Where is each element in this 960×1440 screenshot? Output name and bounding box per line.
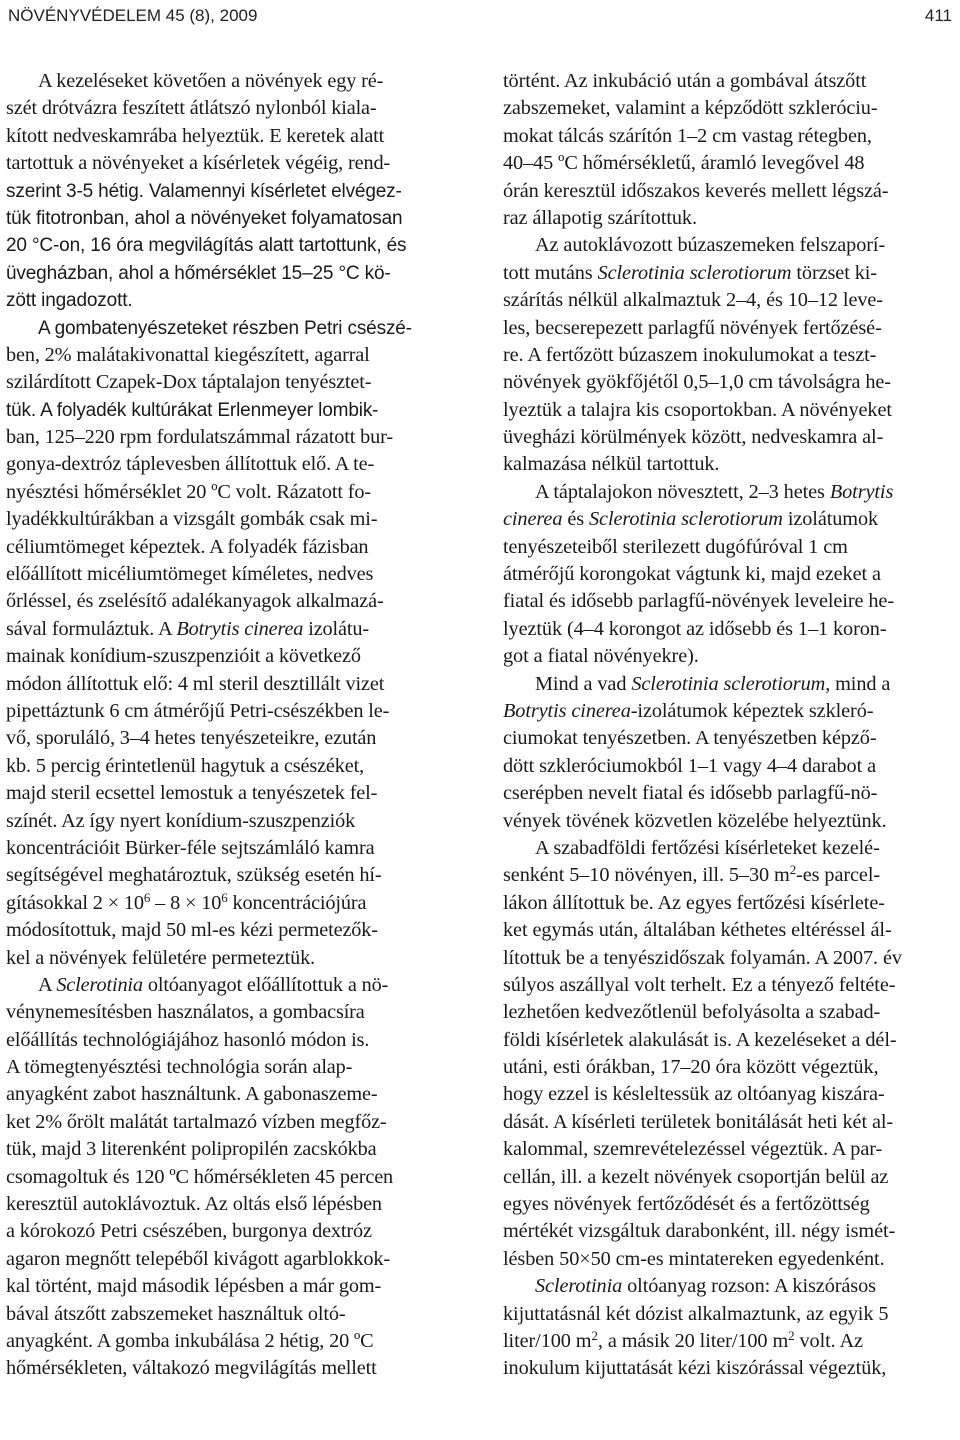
text-segment: egyes növények fertőződését és a fertőzöttség xyxy=(503,1193,870,1216)
right-column-line xyxy=(503,890,958,917)
right-column-line xyxy=(503,999,958,1026)
left-column-line xyxy=(6,780,461,807)
text-segment: , a másik 20 liter/100 m xyxy=(597,1329,789,1352)
right-column-line xyxy=(503,260,958,287)
right-column-line xyxy=(503,451,958,478)
superscript: 2 xyxy=(789,862,797,878)
text-segment: tük. A folyadék kultúrákat Erlenmeyer lombik- xyxy=(6,399,379,421)
text-segment: kal történt, majd második lépésben a már gom- xyxy=(6,1275,382,1298)
right-column-line xyxy=(503,68,958,95)
text-segment: keresztül autoklávoztuk. Az oltás első lépésben xyxy=(6,1193,382,1216)
left-column-line xyxy=(6,808,461,835)
text-segment: mértékét vizsgáltuk darabonként, ill. négy ismét- xyxy=(503,1220,896,1243)
text-segment: kalmazása nélkül tartottuk. xyxy=(503,453,720,476)
text-segment: és xyxy=(562,508,590,531)
text-segment: üvegházi körülmények között, nedveskamra al- xyxy=(503,426,884,449)
text-segment: órán keresztül időszakos keverés mellett légszá- xyxy=(503,179,889,202)
right-column-line xyxy=(503,1355,958,1382)
left-column-line xyxy=(6,862,461,889)
left-column-line xyxy=(6,369,461,396)
left-column-line xyxy=(6,260,461,287)
right-column-line xyxy=(503,643,958,670)
text-segment: agaron megnőtt telepéből kivágott agarblokkok- xyxy=(6,1247,390,1270)
text-segment: ket 2% őrölt malátát tartalmazó vízben megfőz- xyxy=(6,1110,387,1133)
right-column-line xyxy=(503,397,958,424)
right-column-line xyxy=(503,1328,958,1355)
text-segment: – 8 × 10 xyxy=(150,891,222,914)
right-column-line xyxy=(503,232,958,259)
left-column-line xyxy=(6,178,461,205)
text-segment: , mind a xyxy=(825,672,891,695)
left-column-line xyxy=(6,1081,461,1108)
text-segment: got a fiatal növényekre). xyxy=(503,645,699,668)
right-column-line xyxy=(503,780,958,807)
text-segment: kb. 5 percig érintetlenül hagytuk a csészéket, xyxy=(6,754,365,777)
right-column-line xyxy=(503,1273,958,1300)
text-segment: gonya-dextróz táplevesben állítottuk elő. A te- xyxy=(6,453,375,476)
text-segment: A gombatenyészeteket részben Petri csészé- xyxy=(38,317,412,339)
text-segment: 20 °C-on, 16 óra megvilágítás alatt tartottunk, és xyxy=(6,235,407,257)
text-segment: előállítás technológiájához hasonló módon is. xyxy=(6,1028,370,1051)
italic-term: cinerea xyxy=(503,508,563,531)
right-column-line xyxy=(503,808,958,835)
running-header xyxy=(8,6,952,30)
text-segment: tott mutáns xyxy=(503,261,598,284)
left-column-line xyxy=(6,123,461,150)
page-number: 411 xyxy=(924,6,952,25)
text-segment: A kezeléseket követően a növények egy ré- xyxy=(38,70,384,92)
text-segment: zött ingadozott. xyxy=(6,290,133,312)
text-segment: -izolátumok képeztek szkleró- xyxy=(630,699,874,722)
right-column-line xyxy=(503,205,958,232)
left-column-line xyxy=(6,1191,461,1218)
text-segment: Az autoklávozott búzaszemeken felszaporí- xyxy=(535,234,886,257)
text-segment: lyeztük a talajra kis csoportokban. A növényeket xyxy=(503,398,892,421)
text-segment: anyagként zabot használtunk. A gabonaszeme- xyxy=(6,1083,378,1106)
text-segment: lezhetően kedvezőtlenül befolyásolta a szabad- xyxy=(503,1001,881,1024)
text-segment: hogy ezzel is késleltessük az oltóanyag kiszára- xyxy=(503,1083,885,1106)
left-column-line xyxy=(6,150,461,177)
text-segment: kított nedveskamrába helyeztük. E keretek alatt xyxy=(6,124,385,147)
text-segment: csomagoltuk és 120 ºC hőmérsékleten 45 percen xyxy=(6,1165,394,1188)
text-segment: szárítás nélkül alkalmaztuk 2–4, és 10–12 leve- xyxy=(503,289,883,312)
left-column-line xyxy=(6,835,461,862)
text-segment: kel a növények felületére permeteztük. xyxy=(6,946,316,969)
left-column-line xyxy=(6,1273,461,1300)
text-segment: bával átszőtt zabszemeket használtuk oltó- xyxy=(6,1302,346,1325)
left-column-line xyxy=(6,1301,461,1328)
right-column-line xyxy=(503,753,958,780)
text-segment: koncentrációit Bürker-féle sejtszámláló kamra xyxy=(6,836,375,859)
left-column-line xyxy=(6,95,461,122)
text-segment: a kórokozó Petri csészében, burgonya dextróz xyxy=(6,1220,372,1243)
text-segment: növények gyökfőjétől 0,5–1,0 cm távolságra he- xyxy=(503,371,891,394)
left-column-line xyxy=(6,232,461,259)
text-segment: kalommal, szemrevételezéssel végeztük. A par- xyxy=(503,1138,883,1161)
right-column-line xyxy=(503,342,958,369)
text-segment: sával formuláztuk. A xyxy=(6,617,177,640)
right-column-line xyxy=(503,588,958,615)
text-segment: szerint 3-5 hétig. Valamennyi kísérletet elvégez- xyxy=(6,180,402,202)
text-segment: izolátu- xyxy=(303,617,369,640)
text-segment: anyagként. A gomba inkubálása 2 hétig, 20 ºC xyxy=(6,1329,374,1352)
right-column-line xyxy=(503,1191,958,1218)
text-segment: vő, sporuláló, 3–4 hetes tenyészeteikre, ezután xyxy=(6,727,377,750)
right-column-line xyxy=(503,1027,958,1054)
text-segment: nyésztési hőmérséklet 20 ºC volt. Rázatott fo- xyxy=(6,480,371,503)
text-segment: lyeztük (4–4 korongot az idősebb és 1–1 koron- xyxy=(503,617,887,640)
left-column-line xyxy=(6,68,461,95)
left-column-line xyxy=(6,1328,461,1355)
italic-term: Botrytis cinerea xyxy=(503,699,631,722)
text-segment: ben, 2% malátakivonattal kiegészített, agarral xyxy=(6,343,370,366)
text-segment: tük fitotronban, ahol a növényeket folyamatosan xyxy=(6,207,403,229)
text-segment: történt. Az inkubáció után a gombával átszőtt xyxy=(503,70,867,92)
right-column-line xyxy=(503,506,958,533)
text-segment: ciumokat tenyészetben. A tenyészetben képző- xyxy=(503,727,877,750)
italic-term: Sclerotinia xyxy=(535,1275,623,1298)
right-column-line xyxy=(503,1109,958,1136)
text-segment: mokat tálcás szárítón 1–2 cm vastag rétegben, xyxy=(503,124,872,147)
text-segment: lítottuk be a tenyészidőszak folyamán. A 2007. év xyxy=(503,946,902,969)
text-segment: hőmérsékleten, váltakozó megvilágítás mellett xyxy=(6,1357,377,1380)
text-segment: cellán, ill. a kezelt növények csoportján belül az xyxy=(503,1165,889,1188)
text-segment: inokulum kijuttatását kézi kiszórással végeztük, xyxy=(503,1357,887,1380)
left-column-line xyxy=(6,1355,461,1382)
right-column-line xyxy=(503,287,958,314)
left-column-line xyxy=(6,1109,461,1136)
left-column-line xyxy=(6,945,461,972)
left-column-line xyxy=(6,671,461,698)
text-segment: dött szkleróciumokból 1–1 vagy 4–4 darabot a xyxy=(503,754,876,777)
text-segment: súlyos aszállyal volt terhelt. Ez a tényező feltéte- xyxy=(503,973,896,996)
italic-term: Sclerotinia sclerotiorum xyxy=(631,672,826,695)
left-column-line xyxy=(6,342,461,369)
left-column-line xyxy=(6,616,461,643)
text-segment: lyadékkultúrákban a vizsgált gombák csak mi- xyxy=(6,508,378,531)
text-segment: majd steril ecsettel lemostuk a tenyészetek fel- xyxy=(6,782,378,805)
text-segment: utáni, esti órákban, 17–20 óra között végeztük, xyxy=(503,1056,879,1079)
text-segment: földi kísérletek alakulását is. A kezeléseket a dél- xyxy=(503,1028,897,1051)
text-segment: senként 5–10 növényen, ill. 5–30 m xyxy=(503,864,790,887)
text-segment: színét. Az így nyert konídium-szuszpenziók xyxy=(6,809,356,832)
right-column-line xyxy=(503,1164,958,1191)
left-column-line xyxy=(6,315,461,342)
right-column-line xyxy=(503,862,958,889)
italic-term: Botrytis cinerea xyxy=(176,617,304,640)
right-column xyxy=(503,68,958,1383)
text-segment: 40–45 ºC hőmérsékletű, áramló levegővel 48 xyxy=(503,152,865,175)
text-segment: oltóanyag rozson: A kiszórásos xyxy=(622,1275,876,1298)
right-column-line xyxy=(503,479,958,506)
text-segment: A táptalajokon növesztett, 2–3 hetes xyxy=(535,480,830,503)
text-segment: koncentrációjúra xyxy=(227,891,367,914)
left-column-line xyxy=(6,1054,461,1081)
left-column-line xyxy=(6,753,461,780)
text-segment: les, becserepezett parlagfű növények fertőzésé- xyxy=(503,316,882,339)
italic-term: Sclerotinia sclerotiorum xyxy=(589,508,783,531)
left-column-line xyxy=(6,1136,461,1163)
text-segment: zabszemeket, valamint a képződött szkleróciu- xyxy=(503,97,878,120)
left-column-line xyxy=(6,1164,461,1191)
left-column-line xyxy=(6,534,461,561)
right-column-line xyxy=(503,369,958,396)
right-column-line xyxy=(503,1301,958,1328)
text-segment: cserépben nevelt fiatal és idősebb parlagfű-nö- xyxy=(503,782,878,805)
text-segment: lésben 50×50 cm-es mintatereken egyedenként. xyxy=(503,1247,885,1270)
right-column-line xyxy=(503,616,958,643)
right-column-line xyxy=(503,561,958,588)
right-column-line xyxy=(503,1081,958,1108)
text-segment: izolátumok xyxy=(782,508,879,531)
text-segment: Mind a vad xyxy=(535,672,632,695)
right-column-line xyxy=(503,1218,958,1245)
left-column-line xyxy=(6,287,461,314)
left-column-line xyxy=(6,205,461,232)
left-column-line xyxy=(6,698,461,725)
text-segment: ket egymás után, általában kéthetes eltéréssel ál- xyxy=(503,919,892,942)
right-column-line xyxy=(503,178,958,205)
text-segment: -es parcel- xyxy=(796,864,881,887)
left-column-line xyxy=(6,643,461,670)
right-column-line xyxy=(503,315,958,342)
text-segment: tartottuk a növényeket a kísérletek végéig, rend- xyxy=(6,152,391,175)
right-column-line xyxy=(503,835,958,862)
right-column-line xyxy=(503,725,958,752)
text-segment: vénynemesítésben használatos, a gombacsíra xyxy=(6,1001,365,1024)
left-column-line xyxy=(6,451,461,478)
right-column-line xyxy=(503,698,958,725)
text-segment: A tömegtenyésztési technológia során alap- xyxy=(6,1056,353,1079)
right-column-line xyxy=(503,534,958,561)
text-segment: törzset ki- xyxy=(791,261,877,284)
left-column-line xyxy=(6,999,461,1026)
superscript: 2 xyxy=(788,1327,795,1343)
text-segment: re. A fertőzött búzaszem inokulumokat a teszt- xyxy=(503,343,877,366)
italic-term: Sclerotinia sclerotiorum xyxy=(597,261,792,284)
superscript: 2 xyxy=(591,1327,598,1343)
text-segment: kijuttatásnál két dózist alkalmaztunk, az egyik 5 xyxy=(503,1302,889,1325)
right-column-line xyxy=(503,1136,958,1163)
text-segment: módon állítottuk elő: 4 ml steril desztillált vizet xyxy=(6,672,385,695)
text-segment: lákon állítottuk be. Az egyes fertőzési kísérlete- xyxy=(503,891,885,914)
left-column-line xyxy=(6,424,461,451)
left-column-line xyxy=(6,506,461,533)
journal-citation: NÖVÉNYVÉDELEM 45 (8), 2009 xyxy=(8,6,258,25)
left-column-line xyxy=(6,972,461,999)
text-segment: liter/100 m xyxy=(503,1329,592,1352)
text-segment: módosítottuk, majd 50 ml-es kézi permetezők- xyxy=(6,919,378,942)
left-column xyxy=(6,68,461,1383)
left-column-line xyxy=(6,561,461,588)
italic-term: Sclerotinia xyxy=(56,973,143,996)
text-segment: volt. Az xyxy=(794,1329,863,1352)
text-segment: átmérőjű korongokat vágtunk ki, majd ezeket a xyxy=(503,563,881,586)
text-segment: őrléssel, és zselésítő adalékanyagok alkalmazá- xyxy=(6,590,384,613)
right-column-line xyxy=(503,123,958,150)
right-column-line xyxy=(503,945,958,972)
right-column-line xyxy=(503,424,958,451)
text-segment: tük, majd 3 literenként polipropilén zacskókba xyxy=(6,1138,377,1161)
text-segment: A szabadföldi fertőzési kísérleteket kezelé- xyxy=(535,836,880,859)
left-column-line xyxy=(6,588,461,615)
left-column-line xyxy=(6,1246,461,1273)
text-segment: előállított micéliumtömeget kíméletes, nedves xyxy=(6,563,374,586)
right-column-line xyxy=(503,1246,958,1273)
right-column-line xyxy=(503,671,958,698)
text-segment: oltóanyagot előállítottuk a nö- xyxy=(142,973,389,996)
superscript: 6 xyxy=(221,889,228,905)
text-segment: vények tövének közvetlen közelébe helyeztünk. xyxy=(503,809,887,832)
text-segment: segítségével meghatároztuk, szükség esetén hí- xyxy=(6,864,382,887)
text-segment: gításokkal 2 × 10 xyxy=(6,891,144,914)
left-column-line xyxy=(6,1218,461,1245)
text-segment: pipettáztunk 6 cm átmérőjű Petri-csészékben le- xyxy=(6,699,390,722)
text-segment: fiatal és idősebb parlagfű-növények leveleire he- xyxy=(503,590,894,613)
right-column-line xyxy=(503,917,958,944)
left-column-line xyxy=(6,725,461,752)
text-segment: tenyészeteiből sterilezett dugófúróval 1 cm xyxy=(503,535,848,558)
text-segment: raz állapotig szárítottuk. xyxy=(503,206,697,229)
left-column-line xyxy=(6,479,461,506)
right-column-line xyxy=(503,95,958,122)
text-segment: A xyxy=(38,973,57,996)
left-column-line xyxy=(6,1027,461,1054)
text-segment: üvegházban, ahol a hőmérséklet 15–25 °C kö- xyxy=(6,262,391,284)
text-segment: mainak konídium-szuszpenzióit a következő xyxy=(6,645,361,668)
text-segment: céliumtömeget képeztek. A folyadék fázisban xyxy=(6,535,369,558)
text-segment: szilárdított Czapek-Dox táptalajon tenyésztet- xyxy=(6,371,372,394)
right-column-line xyxy=(503,150,958,177)
text-segment: szét drótvázra feszített átlátszó nylonból kiala- xyxy=(6,97,377,120)
left-column-line xyxy=(6,397,461,424)
superscript: 6 xyxy=(143,889,151,905)
text-segment: dását. A kísérleti területek bonitálását heti két al- xyxy=(503,1110,894,1133)
italic-term: Botrytis xyxy=(829,480,894,503)
text-segment: ban, 125–220 rpm fordulatszámmal rázatott bur- xyxy=(6,426,393,449)
right-column-line xyxy=(503,972,958,999)
left-column-line xyxy=(6,890,461,917)
left-column-line xyxy=(6,917,461,944)
right-column-line xyxy=(503,1054,958,1081)
